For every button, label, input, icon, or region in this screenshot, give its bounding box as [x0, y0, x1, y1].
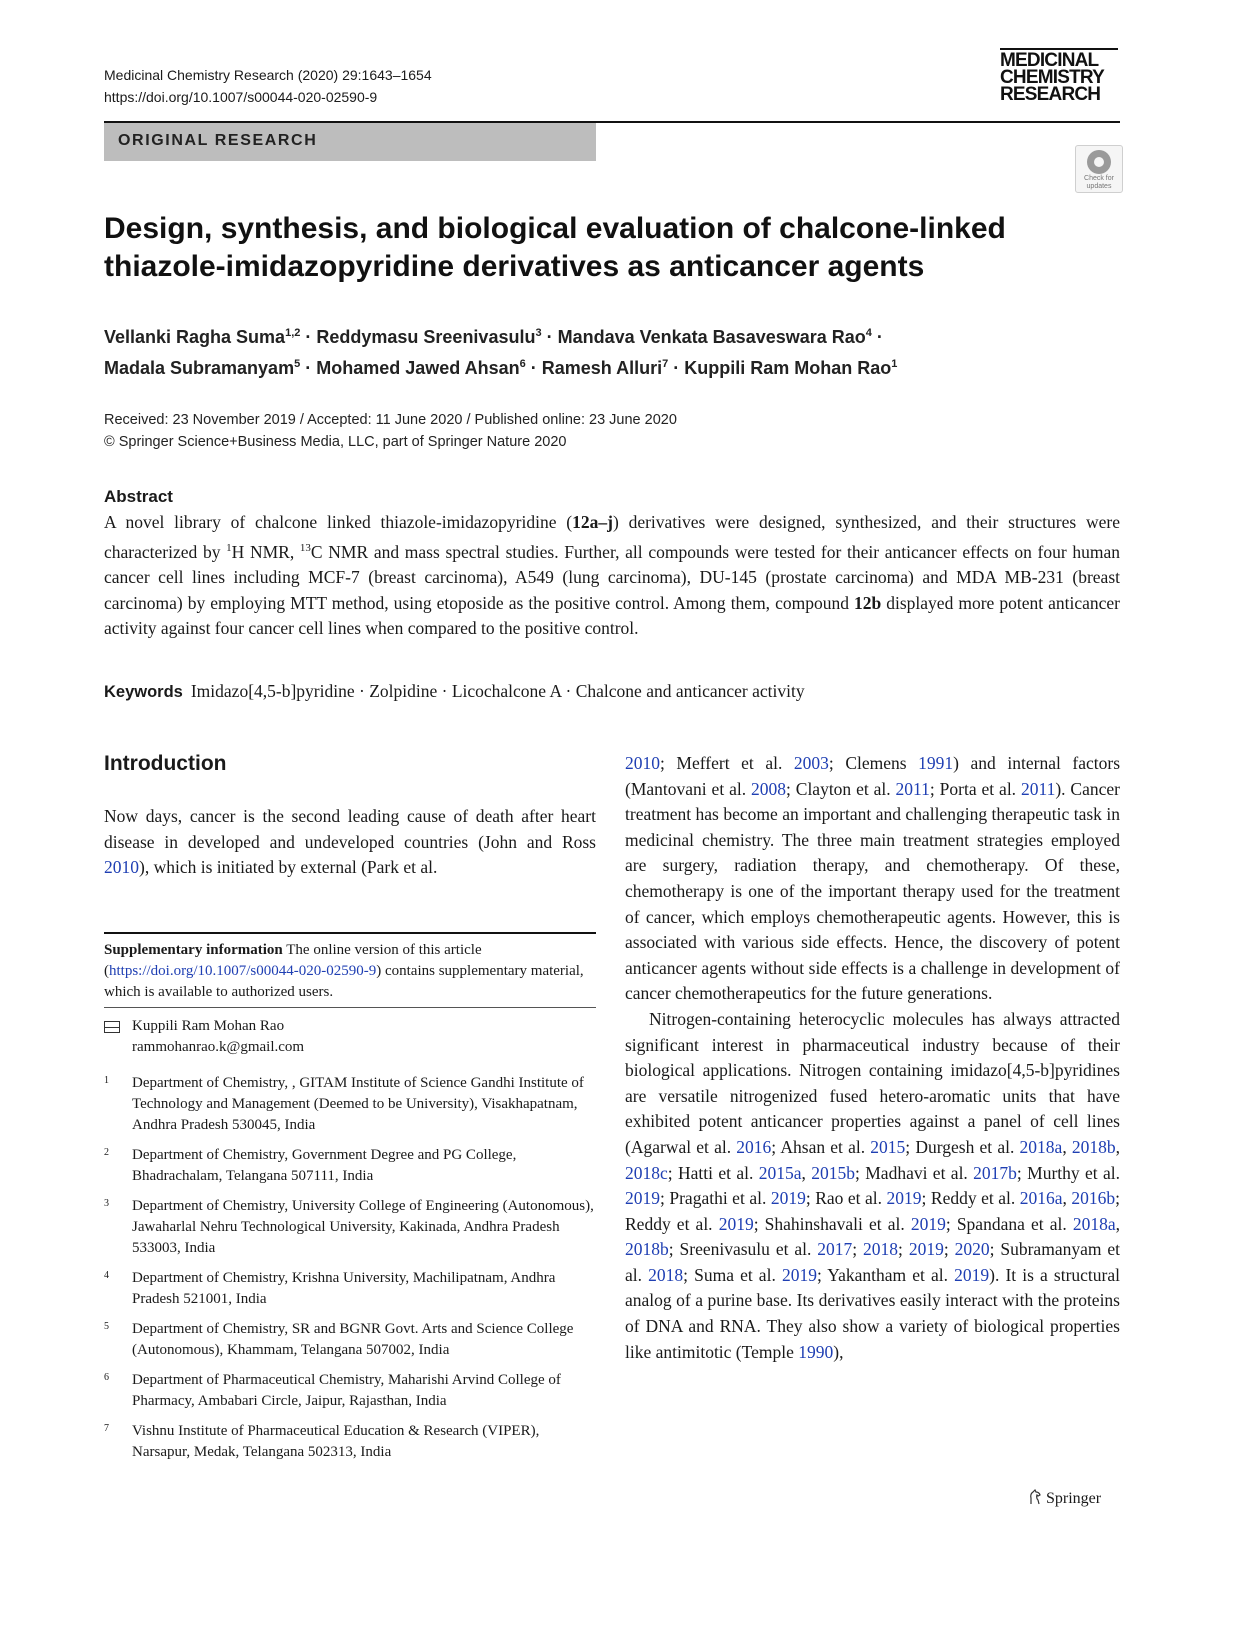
- text-segment: ). Cancer treatment has become an important and challenging therapeutic task in medicinal chemistry. The three main treatment strategies employed are surgery, radiation therapy, and chemotherapy. Of these, chemotherapy is one of the important therapy used for the treatment of cancer, which employs chemotherapeutic agents. However, this is associated with various side effects. Hence, the discovery of potent anticancer agents without side effects is a challenge in development of cancer chemotherapeutics for the future generations.: [625, 778, 1120, 1004]
- text-segment: ,: [801, 1162, 812, 1183]
- citation-link[interactable]: 2019: [770, 1188, 806, 1209]
- author-list: Vellanki Ragha Suma$^{1,2}$ · Reddymasu Sreenivasulu$^3$ · Mandava Venkata Basaveswara Rao$^4$ · Madala Subramanyam$^5$ · Mohamed Jawed Ahsan$^6$ · Ramesh Alluri$^7$ · Kuppili Ram Mohan Rao$^1$: [104, 327, 898, 378]
- citation-link[interactable]: 1991: [918, 753, 954, 773]
- isotope-sup: 13: [299, 541, 311, 554]
- author-affil: 6: [519, 358, 526, 370]
- text-segment: ; Sreenivasulu et al.: [668, 1239, 818, 1260]
- abstract-text: [104, 510, 1120, 642]
- abstract-segment: A novel library of chalcone linked thiazole-imidazopyridine (: [104, 512, 573, 532]
- text-segment: ; Clemens: [828, 753, 919, 773]
- citation-link[interactable]: 2019: [625, 1188, 660, 1209]
- affiliation-number: 4: [104, 1270, 109, 1281]
- abstract-segment: displayed more potent anticancer activity against four cancer cell lines when compared to the positive control.: [104, 592, 1120, 639]
- citation-link[interactable]: 2018a: [1072, 1213, 1116, 1234]
- text-segment: ;: [943, 1239, 955, 1260]
- keywords: [104, 679, 1120, 704]
- text-segment: ). It is a structural analog of a purine base. Its derivatives easily interact with the proteins of DNA and RNA. They also show a variety of biological properties like antimitotic (Temple: [625, 1264, 1121, 1362]
- corresponding-author: Kuppili Ram Mohan Rao: [132, 1018, 285, 1034]
- author-affil: 1,2: [285, 327, 301, 339]
- doi-link[interactable]: https://doi.org/10.1007/s00044-020-02590-9: [104, 89, 378, 105]
- text-segment: ;: [852, 1239, 864, 1260]
- citation-link[interactable]: 2020: [954, 1239, 990, 1260]
- abstract-segment: H NMR,: [231, 541, 300, 562]
- article-title: [104, 210, 1064, 286]
- text-segment: ) contains supplementary material, which is available to authorized users.: [104, 963, 584, 1000]
- affiliation-text: Department of Chemistry, , GITAM Institute of Science Gandhi Institute of Technology and Management (Deemed to be University), Visakhapatnam, Andhra Pradesh 530045, India: [132, 1075, 584, 1133]
- journal-logo-line: MEDICINAL: [1000, 50, 1099, 71]
- author-affil: 3: [535, 327, 542, 339]
- citation-link[interactable]: 2011: [1020, 778, 1056, 799]
- citation-link[interactable]: 2018a: [1019, 1136, 1063, 1157]
- journal-logo-line: RESEARCH: [1000, 84, 1101, 105]
- abstract-segment: ) derivatives were designed, synthesized, and their structures were characterized by: [104, 512, 1120, 562]
- citation-link[interactable]: 2019: [886, 1188, 922, 1209]
- affiliation: [104, 1370, 596, 1412]
- citation-link[interactable]: 2018c: [625, 1162, 668, 1183]
- citation-link[interactable]: 2018: [863, 1239, 899, 1260]
- supplementary-info: [104, 940, 596, 1003]
- affiliation-number: 1: [104, 1075, 109, 1086]
- introduction-heading: Introduction: [104, 752, 227, 775]
- text-segment: ; Clayton et al.: [786, 778, 896, 799]
- keywords-label: Keywords: [104, 683, 183, 701]
- introduction-paragraph: [625, 751, 1120, 1007]
- affiliation-number: 7: [104, 1423, 109, 1434]
- citation-link[interactable]: 2015: [870, 1136, 906, 1157]
- affiliation: [104, 1319, 596, 1361]
- affiliation-number: 3: [104, 1198, 109, 1209]
- citation-link[interactable]: 1990: [798, 1341, 834, 1362]
- correspondence: [104, 1016, 596, 1058]
- text-segment: ; Ahsan et al.: [771, 1136, 871, 1157]
- citation-link[interactable]: 2016: [736, 1136, 772, 1157]
- text-segment: ; Murthy et al.: [1016, 1162, 1121, 1183]
- author-affil: 4: [865, 327, 872, 339]
- citation-link[interactable]: 2019: [954, 1264, 990, 1285]
- citation-link[interactable]: 2011: [895, 778, 930, 799]
- publisher-footer: [1028, 1489, 1101, 1508]
- copyright: © Springer Science+Business Media, LLC, part of Springer Nature 2020: [104, 434, 567, 450]
- text-segment: ; Suma et al.: [683, 1264, 782, 1285]
- abstract-heading: Abstract: [104, 487, 173, 506]
- affiliation-text: Vishnu Institute of Pharmaceutical Education & Research (VIPER), Narsapur, Medak, Telangana 502313, India: [132, 1423, 540, 1460]
- citation-link[interactable]: 2003: [793, 753, 829, 773]
- citation-link[interactable]: 2019: [910, 1213, 946, 1234]
- text-segment: ; Madhavi et al.: [855, 1162, 974, 1183]
- article-type-banner: [104, 123, 596, 161]
- text-segment: ; Porta et al.: [929, 778, 1021, 799]
- text-segment: ), which is initiated by external (Park et al.: [139, 857, 438, 878]
- text-segment: ,: [1115, 1136, 1121, 1157]
- author-name[interactable]: Ramesh Alluri: [541, 358, 663, 378]
- check-for-updates-button[interactable]: [1075, 145, 1123, 193]
- supplementary-link[interactable]: https://doi.org/10.1007/s00044-020-02590-9: [109, 963, 377, 979]
- supplementary-label: Supplementary information: [104, 942, 283, 958]
- affiliation-text: Department of Chemistry, Krishna University, Machilipatnam, Andhra Pradesh 521001, India: [132, 1270, 556, 1307]
- text-segment: ) and internal factors (Mantovani et al.: [625, 753, 1120, 799]
- citation-link[interactable]: 2018b: [1071, 1136, 1116, 1157]
- text-segment: The online version of this article (: [104, 942, 482, 979]
- text-segment: ; Hatti et al.: [667, 1162, 759, 1183]
- citation-link[interactable]: 2015a: [758, 1162, 802, 1183]
- text-segment: Now days, cancer is the second leading cause of death after heart disease in developed and undeveloped countries (John and Ross: [104, 806, 596, 852]
- keywords-text: Imidazo[4,5-b]pyridine · Zolpidine · Licochalcone A · Chalcone and anticancer activity: [190, 681, 805, 701]
- introduction-paragraph: [625, 1007, 1120, 1365]
- text-segment: ;: [898, 1239, 909, 1260]
- springer-horse-icon: [1028, 1489, 1042, 1505]
- check-updates-label: Check for updates: [1084, 175, 1114, 190]
- citation-link[interactable]: 2017b: [973, 1162, 1017, 1183]
- article-dates: [104, 409, 677, 453]
- author-affil: 7: [662, 358, 669, 370]
- title-line: thiazole-imidazopyridine derivatives as anticancer agents: [104, 250, 925, 283]
- citation-link[interactable]: 2019: [908, 1239, 944, 1260]
- citation-link[interactable]: 2016a: [1019, 1188, 1063, 1209]
- article-type: ORIGINAL RESEARCH: [118, 132, 318, 149]
- text-segment: ; Reddy et al.: [625, 1188, 1121, 1234]
- affiliation-number: 5: [104, 1321, 109, 1332]
- author-affil: 5: [294, 358, 301, 370]
- history-dates: Received: 23 November 2019 / Accepted: 11 June 2020 / Published online: 23 June 2020: [104, 412, 677, 428]
- citation-link[interactable]: 2010: [104, 857, 139, 878]
- corresponding-email[interactable]: rammohanrao.k@gmail.com: [132, 1039, 305, 1055]
- text-segment: ; Subramanyam et al.: [625, 1239, 1120, 1285]
- citation-link[interactable]: 2010: [625, 753, 660, 773]
- citation-link[interactable]: 2008: [751, 778, 786, 799]
- citation-link[interactable]: 2018b: [625, 1239, 669, 1260]
- author-name[interactable]: Madala Subramanyam: [104, 358, 295, 378]
- citation-link[interactable]: 2017: [817, 1239, 853, 1260]
- affiliation-text: Department of Chemistry, University College of Engineering (Autonomous), Jawaharlal Nehru Technological University, Kakinada, Andhra Pradesh 533003, India: [132, 1198, 594, 1256]
- journal-citation: Medicinal Chemistry Research (2020) 29:1643–1654: [104, 67, 432, 83]
- affiliation-text: Department of Chemistry, Government Degree and PG College, Bhadrachalam, Telangana 507111, India: [132, 1147, 517, 1184]
- author-name[interactable]: Vellanki Ragha Suma: [104, 327, 286, 347]
- text-segment: ; Reddy et al.: [921, 1188, 1020, 1209]
- author-name[interactable]: Mandava Venkata Basaveswara Rao: [557, 327, 866, 347]
- compound-label: 12a–j: [572, 512, 613, 532]
- affiliation-number: 2: [104, 1147, 109, 1158]
- envelope-icon: [104, 1021, 120, 1033]
- text-segment: ),: [833, 1341, 844, 1362]
- journal-logo-line: CHEMISTRY: [1000, 67, 1104, 88]
- publisher-name: Springer: [1046, 1490, 1102, 1507]
- citation-link[interactable]: 2018: [648, 1264, 684, 1285]
- text-segment: ; Pragathi et al.: [660, 1188, 771, 1209]
- text-segment: Nitrogen-containing heterocyclic molecules has always attracted significant interest in pharmaceutical industry because of their biological applications. Nitrogen containing imidazo[4,5-b]pyridines are versatile nitrogenized fused hetero-aromatic units that have exhibited potent anticancer properties against a panel of cell lines (Agarwal et al.: [625, 1008, 1120, 1157]
- author-affil: 1: [891, 358, 898, 370]
- author-name[interactable]: Kuppili Ram Mohan Rao: [684, 358, 892, 378]
- text-segment: ; Durgesh et al.: [905, 1136, 1020, 1157]
- footnote-rule: [104, 1007, 596, 1008]
- affiliation-text: Department of Chemistry, SR and BGNR Govt. Arts and Science College (Autonomous), Khammam, Telangana 507002, India: [132, 1321, 574, 1358]
- text-segment: ,: [1115, 1213, 1121, 1234]
- abstract-segment: C NMR and mass spectral studies. Further, all compounds were tested for their anticancer effects on four human cancer cell lines including MCF-7 (breast carcinoma), A549 (lung carcinoma), DU-145 (prostate carcinoma) and MDA MB-231 (breast carcinoma) by employing MTT method, using etoposide as the positive control. Among them, compound: [104, 541, 1120, 613]
- introduction-left-text: [104, 804, 596, 881]
- check-updates-icon: [1087, 150, 1111, 174]
- text-segment: ,: [1062, 1136, 1072, 1157]
- text-segment: ; Shahinshavali et al.: [753, 1213, 911, 1234]
- affiliation-number: 6: [104, 1372, 109, 1383]
- affiliation: [104, 1145, 596, 1187]
- citation-link[interactable]: 2015b: [811, 1162, 856, 1183]
- text-segment: ,: [1062, 1188, 1072, 1209]
- author-name[interactable]: Reddymasu Sreenivasulu: [316, 327, 536, 347]
- citation-link[interactable]: 2019: [781, 1264, 817, 1285]
- title-line: Design, synthesis, and biological evaluation of chalcone-linked: [104, 212, 1006, 245]
- author-name[interactable]: Mohamed Jawed Ahsan: [316, 358, 520, 378]
- compound-label: 12b: [854, 592, 882, 613]
- footnote-rule: [104, 932, 596, 934]
- text-segment: ; Spandana et al.: [945, 1213, 1073, 1234]
- introduction-right-text: [625, 751, 1120, 1365]
- journal-info: [104, 64, 432, 108]
- affiliation-text: Department of Pharmaceutical Chemistry, Maharishi Arvind College of Pharmacy, Ambabari Circle, Jaipur, Rajasthan, India: [132, 1372, 561, 1409]
- journal-logo: [1000, 52, 1104, 103]
- text-segment: ; Meffert et al.: [660, 753, 794, 773]
- citation-link[interactable]: 2019: [718, 1213, 754, 1234]
- citation-link[interactable]: 2016b: [1071, 1188, 1116, 1209]
- text-segment: ; Yakantham et al.: [816, 1264, 955, 1285]
- affiliation: [104, 1196, 596, 1259]
- affiliation: [104, 1073, 596, 1136]
- text-segment: ; Rao et al.: [805, 1188, 887, 1209]
- affiliation: [104, 1268, 596, 1310]
- affiliations: [104, 1073, 596, 1472]
- affiliation: [104, 1421, 596, 1463]
- isotope-sup: 1: [226, 541, 232, 554]
